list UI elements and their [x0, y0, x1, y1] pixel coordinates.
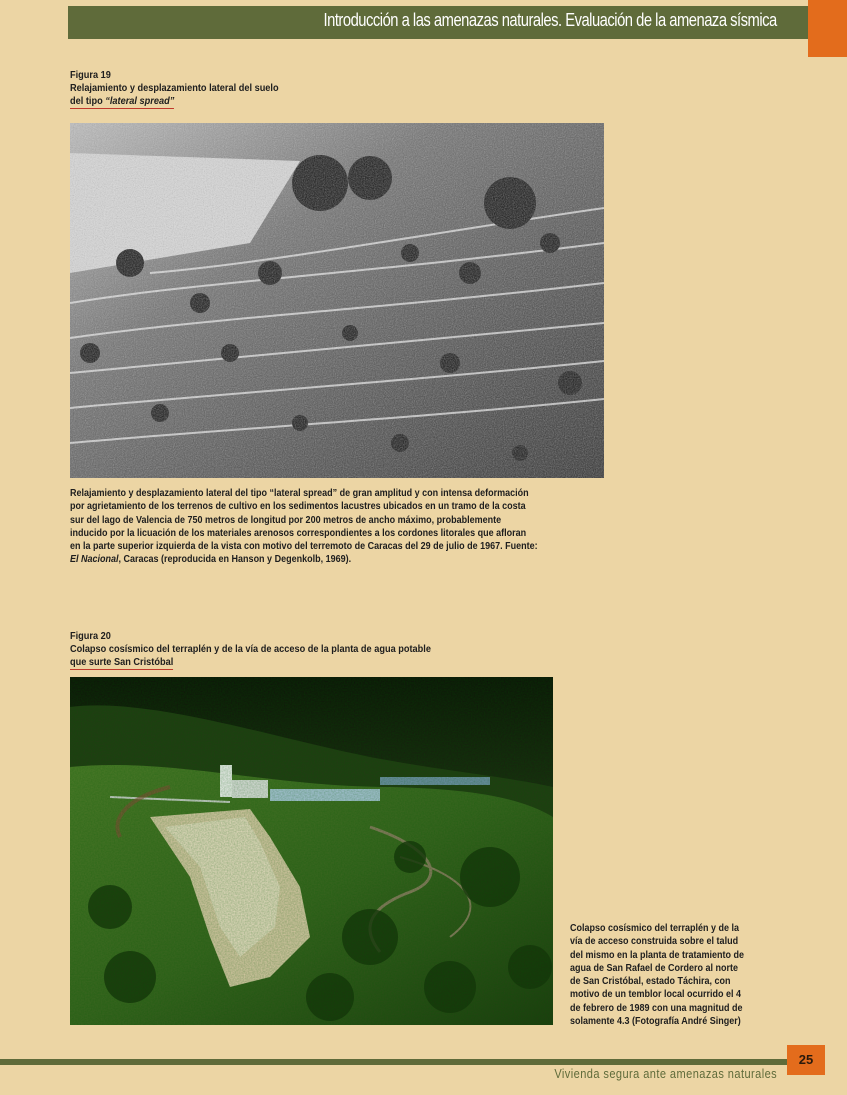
figure-20-title-line2: que surte San Cristóbal — [70, 657, 174, 668]
figure-20-photo — [70, 677, 553, 1025]
page-header-title: Introducción a las amenazas naturales. Evaluación de la amenaza sísmica — [323, 10, 777, 30]
figure-19-title-prefix: del tipo — [70, 96, 106, 107]
figure-19-description-tail: , Caracas (reproducida en Hanson y Degenkolb, 1969). — [118, 554, 352, 566]
figure-19-source: El Nacional — [70, 554, 119, 566]
header-accent-block — [808, 0, 847, 57]
figure-19-heading — [70, 69, 279, 109]
figure-20-heading — [70, 630, 431, 670]
figure-19-title-line1: Relajamiento y desplazamiento lateral del suelo — [70, 83, 279, 94]
figure-19-title-line2 — [70, 95, 174, 109]
footer-rule — [0, 1059, 790, 1065]
figure-20-number: Figura 20 — [70, 631, 111, 642]
figure-19-description — [70, 487, 538, 567]
figure-19-title-italic: “lateral spread” — [105, 96, 175, 107]
page-number: 25 — [787, 1045, 825, 1075]
figure-20-description: Colapso cosísmico del terraplén y de la vía de acceso construida sobre el talud del mismo en la planta de tratamiento de agua de San Rafael de Cordero al norte de San Cristóbal, estado Táchira, con motivo de un temblor local ocurrido el 4 de febrero de 1989 con una magnitud de solamente 4.3 (Fotografía André Singer) — [570, 923, 745, 1028]
figure-19-description-main: Relajamiento y desplazamiento lateral del tipo “lateral spread” de gran amplitud y con intensa deformación por agrietamiento de los terrenos de cultivo en los sedimentos lacustres ubicados en un tramo de la costa sur del lago de Valencia de 750 metros de longitud por 200 metros de ancho máximo, probablemente inducido por la licuación de los materiales arenosos correspondientes a los cordones litorales que afloran en la parte superior izquierda de la vista con motivo del terremoto de Caracas del 29 de julio de 1967. Fuente: — [70, 488, 538, 553]
figure-19-photo — [70, 123, 604, 478]
footer-publication-title: Vivienda segura ante amenazas naturales — [554, 1066, 777, 1081]
header-bar — [68, 6, 825, 39]
figure-19-number: Figura 19 — [70, 70, 111, 81]
figure-20-title-line1: Colapso cosísmico del terraplén y de la vía de acceso de la planta de agua potable — [70, 644, 431, 655]
